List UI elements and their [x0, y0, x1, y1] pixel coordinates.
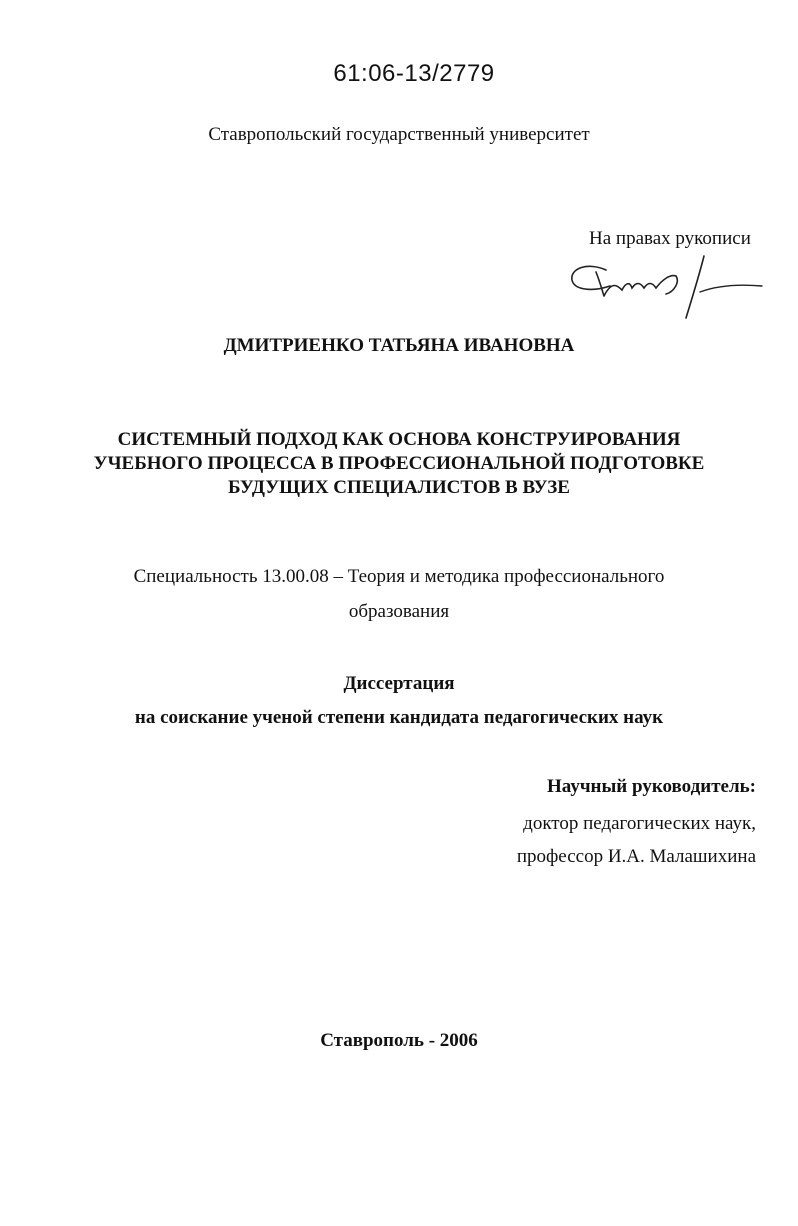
author-name: ДМИТРИЕНКО ТАТЬЯНА ИВАНОВНА	[223, 335, 575, 356]
supervisor-degree: доктор педагогических наук,	[523, 813, 756, 834]
handwritten-signature	[566, 252, 766, 324]
university-name: Ставропольский государственный университет	[208, 124, 590, 145]
supervisor-name: профессор И.А. Малашихина	[516, 846, 756, 867]
title-line: БУДУЩИХ СПЕЦИАЛИСТОВ В ВУЗЕ	[228, 477, 570, 498]
manuscript-rights-note: На правах рукописи	[589, 228, 751, 249]
specialty-line-continued: образования	[348, 601, 450, 622]
title-line: СИСТЕМНЫЙ ПОДХОД КАК ОСНОВА КОНСТРУИРОВАНИЯ	[117, 429, 681, 450]
place-and-year: Ставрополь - 2006	[320, 1030, 478, 1051]
specialty-line: Специальность 13.00.08 – Теория и методика профессионального	[133, 566, 665, 587]
archive-stamp-number: 61:06-13/2779	[333, 60, 495, 87]
supervisor-label: Научный руководитель:	[547, 776, 756, 797]
dissertation-title	[0, 428, 798, 500]
title-line: УЧЕБНОГО ПРОЦЕССА В ПРОФЕССИОНАЛЬНОЙ ПОДГОТОВКЕ	[93, 453, 705, 474]
degree-purpose: на соискание ученой степени кандидата педагогических наук	[134, 707, 664, 728]
document-type: Диссертация	[343, 673, 455, 694]
